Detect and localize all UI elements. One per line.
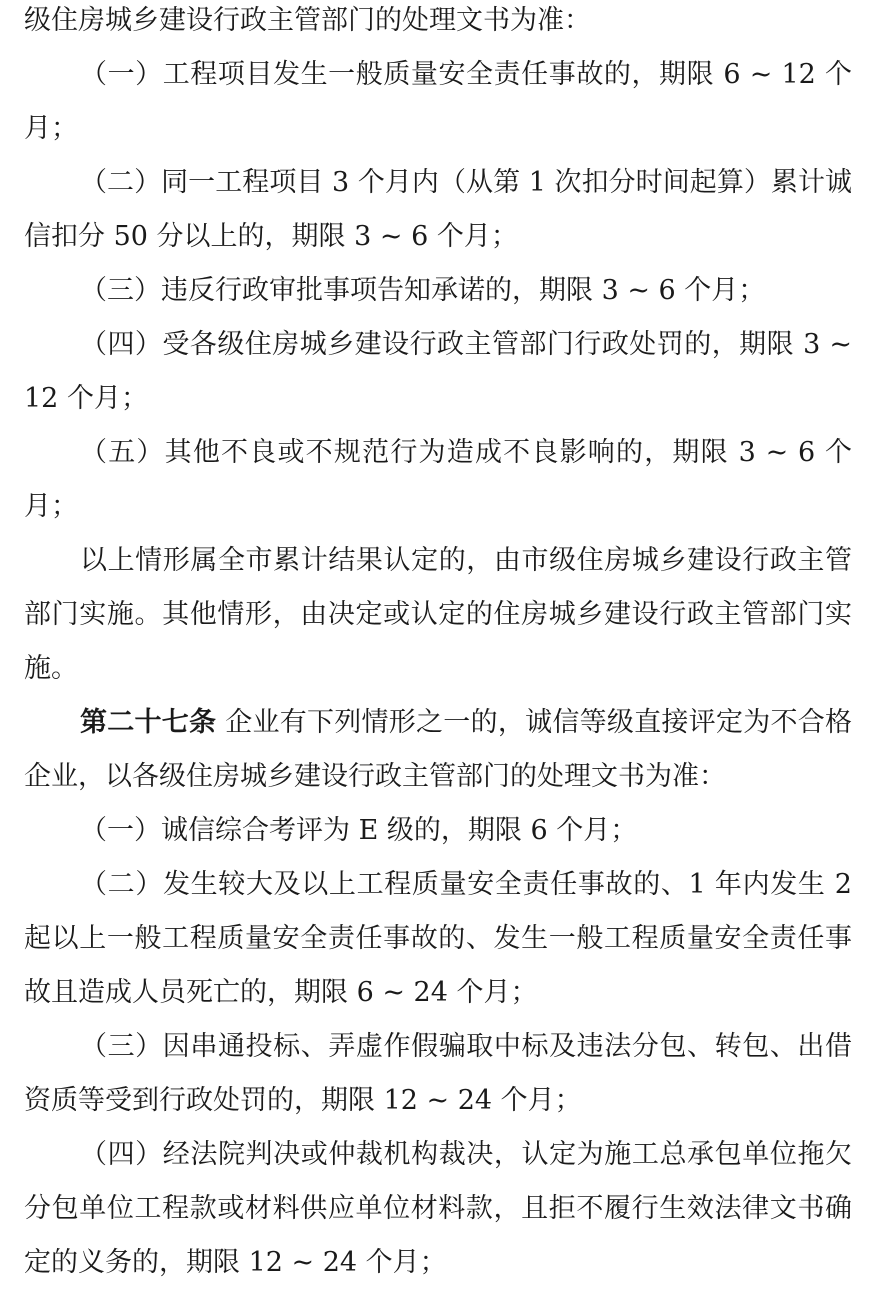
article-27-item-3: （三）因串通投标、弄虚作假骗取中标及违法分包、转包、出借资质等受到行政处罚的，期限 12 ~ 24 个月；: [24, 1031, 852, 1116]
article-26-item-2: （二）同一工程项目 3 个月内（从第 1 次扣分时间起算）累计诚信扣分 50 分以上的，期限 3 ~ 6 个月；: [24, 167, 852, 252]
article-27-item-2: （二）发生较大及以上工程质量安全责任事故的、1 年内发生 2 起以上一般工程质量安全责任事故的、发生一般工程质量安全责任事故且造成人员死亡的，期限 6 ~ 24 个月；: [24, 869, 852, 1008]
article-26-item-1: （一）工程项目发生一般质量安全责任事故的，期限 6 ~ 12 个月；: [24, 59, 852, 144]
document-body: [24, 0, 852, 1290]
article-27-heading: 第二十七条: [80, 707, 217, 738]
article-27-paragraph: [24, 696, 852, 804]
article-27-item-4: （四）经法院判决或仲裁机构裁决，认定为施工总承包单位拖欠分包单位工程款或材料供应单位材料款，且拒不履行生效法律文书确定的义务的，期限 12 ~ 24 个月；: [24, 1139, 852, 1278]
article-26-item-4: （四）受各级住房城乡建设行政主管部门行政处罚的，期限 3 ~ 12 个月；: [24, 329, 852, 414]
article-27-item-1: （一）诚信综合考评为 E 级的，期限 6 个月；: [80, 815, 638, 846]
article-26-item-5: （五）其他不良或不规范行为造成不良影响的，期限 3 ~ 6 个月；: [24, 437, 852, 522]
continued-paragraph: 级住房城乡建设行政主管部门的处理文书为准：: [24, 5, 591, 36]
article-26-item-3: （三）违反行政审批事项告知承诺的，期限 3 ~ 6 个月；: [80, 275, 766, 306]
summary-paragraph: 以上情形属全市累计结果认定的，由市级住房城乡建设行政主管部门实施。其他情形，由决定或认定的住房城乡建设行政主管部门实施。: [24, 545, 852, 684]
article-27-text: 企业有下列情形之一的，诚信等级直接评定为不合格企业，以各级住房城乡建设行政主管部门的处理文书为准：: [24, 707, 853, 792]
